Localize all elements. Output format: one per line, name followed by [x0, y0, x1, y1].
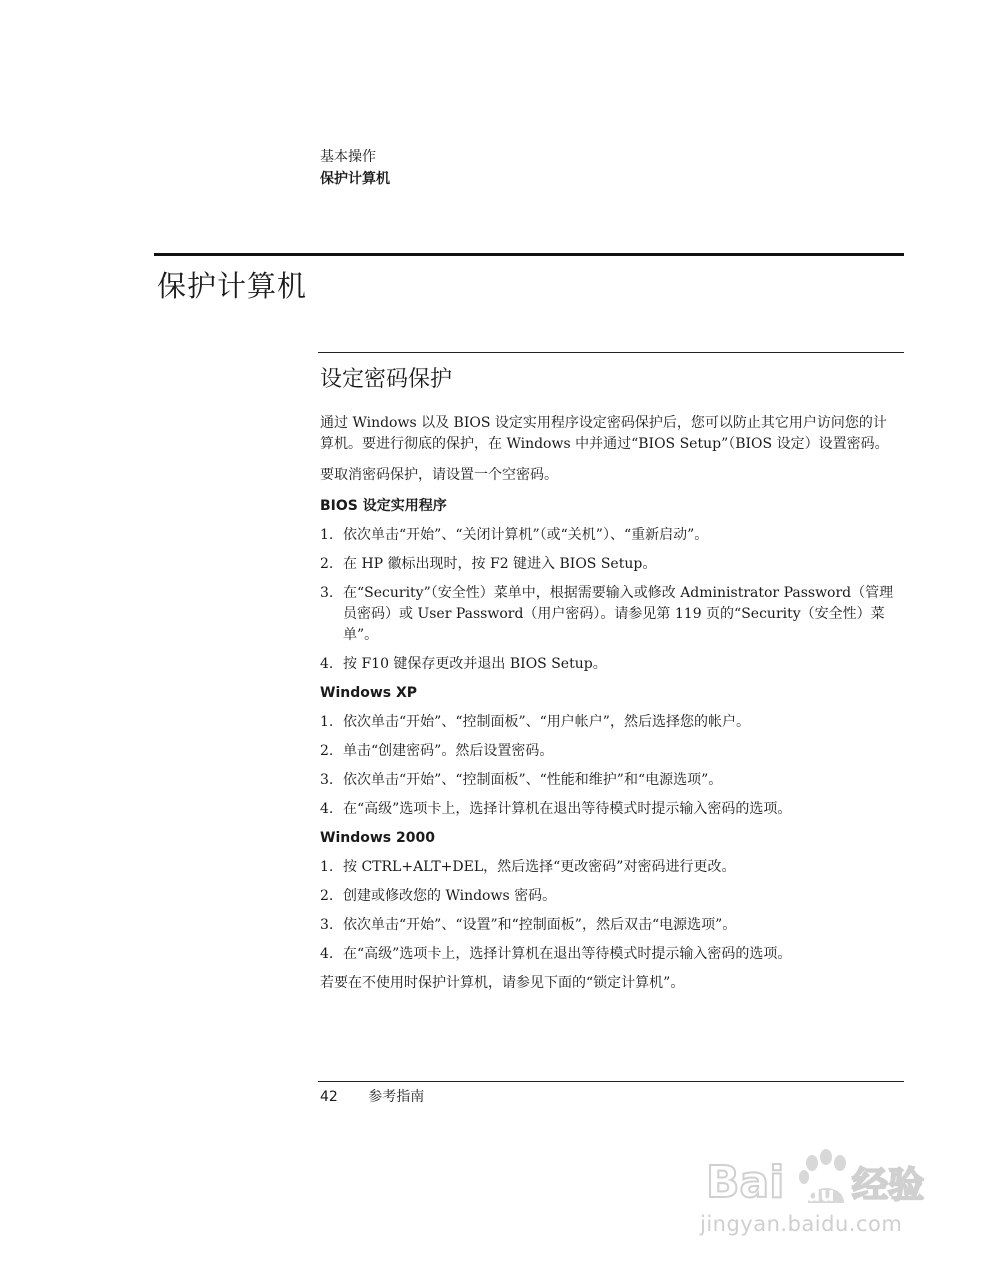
step-text: 依次单击“开始”、“设置”和“控制面板”，然后双击“电源选项”。 — [343, 917, 737, 933]
list-item — [320, 654, 900, 675]
step-text: 按 CTRL+ALT+DEL，然后选择“更改密码”对密码进行更改。 — [343, 859, 736, 875]
bios-steps — [320, 525, 900, 675]
step-text: 单击“创建密码”。然后设置密码。 — [343, 743, 554, 759]
step-number: 3. — [320, 917, 334, 933]
intro-paragraph: 要取消密码保护，请设置一个空密码。 — [320, 467, 558, 483]
step-text: 依次单击“开始”、“关闭计算机”（或“关机”）、“重新启动”。 — [343, 527, 709, 543]
step-number: 2. — [320, 888, 334, 904]
step-number: 1. — [320, 714, 334, 730]
step-text: 在“高级”选项卡上，选择计算机在退出等待模式时提示输入密码的选项。 — [343, 946, 792, 962]
win2000-heading: Windows 2000 — [320, 830, 435, 846]
running-header-section: 基本操作 — [320, 149, 376, 165]
step-number: 1. — [320, 859, 334, 875]
chapter-title: 保护计算机 — [157, 269, 308, 303]
step-number: 4. — [320, 801, 334, 817]
step-text: 在 HP 徽标出现时，按 F2 键进入 BIOS Setup。 — [343, 556, 657, 572]
svg-text:du: du — [806, 1182, 835, 1206]
step-text: 在“高级”选项卡上，选择计算机在退出等待模式时提示输入密码的选项。 — [343, 801, 792, 817]
section-rule — [318, 352, 904, 353]
running-header — [320, 146, 390, 190]
list-item — [320, 712, 900, 733]
watermark-url: jingyan.baidu.com — [700, 1212, 903, 1236]
step-number: 2. — [320, 556, 334, 572]
win2000-steps — [320, 857, 900, 965]
step-text: 依次单击“开始”、“控制面板”、“性能和维护”和“电源选项”。 — [343, 772, 723, 788]
list-item — [320, 770, 900, 791]
list-item — [320, 944, 900, 965]
step-text: 创建或修改您的 Windows 密码。 — [343, 888, 557, 904]
svg-text:经验: 经验 — [852, 1165, 925, 1206]
closing-paragraph: 若要在不使用时保护计算机，请参见下面的“锁定计算机”。 — [320, 975, 685, 991]
step-text: 在“Security”（安全性）菜单中，根据需要输入或修改 Administrator Password（管理员密码）或 User Password（用户密码）。请参见第 119 页的“Security（安全性）菜单”。 — [343, 585, 894, 643]
step-text: 按 F10 键保存更改并退出 BIOS Setup。 — [343, 656, 607, 672]
footer-rule — [318, 1081, 904, 1082]
section-title: 设定密码保护 — [320, 367, 453, 392]
step-number: 4. — [320, 656, 334, 672]
list-item — [320, 886, 900, 907]
list-item — [320, 857, 900, 878]
step-number: 1. — [320, 527, 334, 543]
intro-paragraph: 通过 Windows 以及 BIOS 设定实用程序设定密码保护后，您可以防止其它用户访问您的计算机。要进行彻底的保护，在 Windows 中并通过“BIOS Setup”（BIOS 设定）设置密码。 — [320, 415, 889, 452]
list-item — [320, 525, 900, 546]
winxp-steps — [320, 712, 900, 820]
step-number: 4. — [320, 946, 334, 962]
list-item — [320, 583, 900, 646]
list-item — [320, 741, 900, 762]
body-content — [320, 413, 900, 1004]
step-number: 3. — [320, 585, 334, 601]
list-item — [320, 554, 900, 575]
list-item — [320, 799, 900, 820]
winxp-heading: Windows XP — [320, 685, 418, 701]
list-item — [320, 915, 900, 936]
step-number: 2. — [320, 743, 334, 759]
running-header-topic: 保护计算机 — [320, 171, 390, 187]
bios-heading: BIOS 设定实用程序 — [320, 498, 447, 514]
step-number: 3. — [320, 772, 334, 788]
chapter-rule — [154, 253, 904, 256]
page-footer — [320, 1086, 424, 1106]
svg-text:Bai: Bai — [706, 1157, 785, 1208]
guide-title: 参考指南 — [368, 1089, 425, 1105]
step-text: 依次单击“开始”、“控制面板”、“用户帐户”，然后选择您的帐户。 — [343, 714, 750, 730]
page-number: 42 — [320, 1089, 338, 1105]
